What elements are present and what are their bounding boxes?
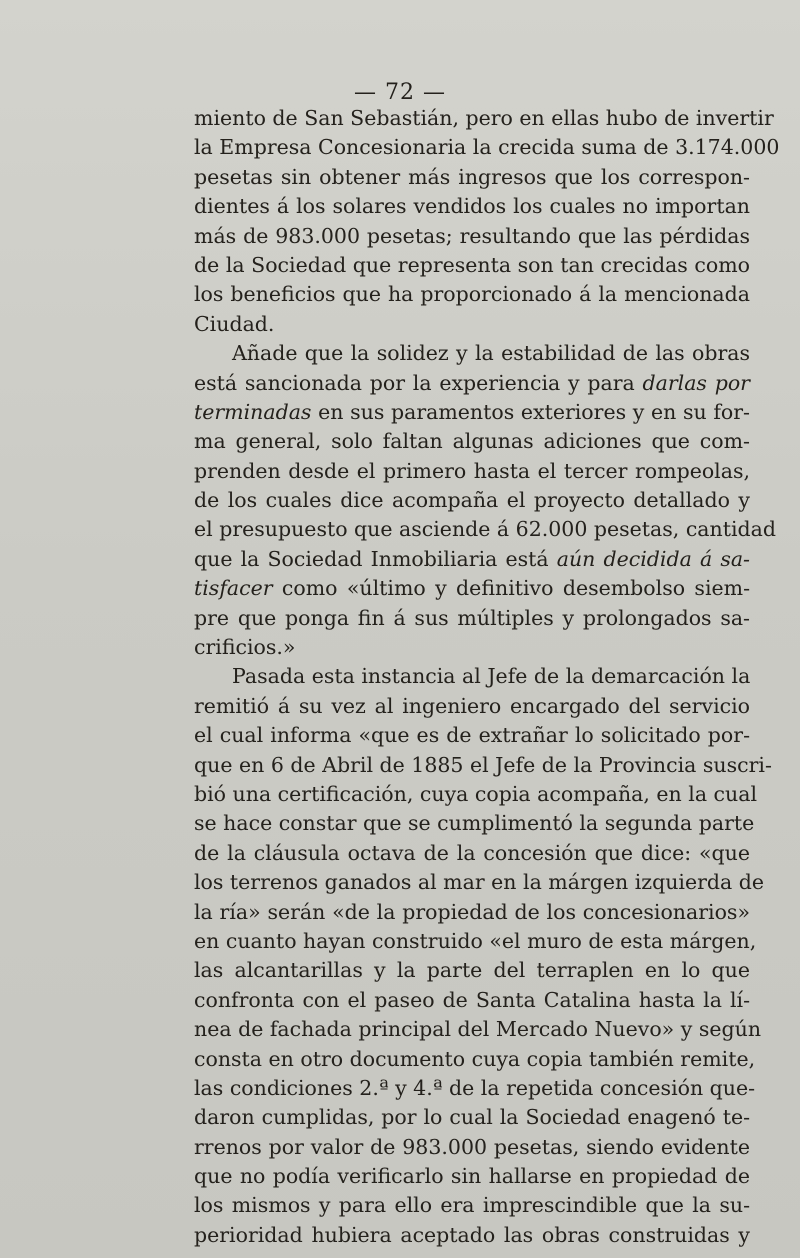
text-segment: que no podía verificarlo sin hallarse en propiedad de (194, 1164, 750, 1189)
text-segment: de la Sociedad que representa son tan crecidas como (194, 252, 750, 277)
text-line (194, 280, 750, 309)
text-segment: el presupuesto que asciende á 62.000 pesetas, cantidad (194, 517, 776, 542)
text-line (194, 956, 750, 985)
text-line (194, 515, 776, 544)
text-segment: Ciudad. (194, 311, 275, 336)
page-number: — 72 — (354, 80, 446, 105)
text-line (194, 1162, 750, 1191)
text-line (194, 398, 750, 427)
text-line (194, 662, 750, 691)
text-segment: ma general, solo faltan algunas adiciones que com- (194, 429, 750, 454)
text-segment: miento de San Sebastián, pero en ellas hubo de invertir (194, 106, 774, 130)
text-segment: bió una certificación, cuya copia acompaña, en la cual (194, 781, 758, 806)
text-line (194, 927, 757, 956)
text-segment: consta en otro documento cuya copia también remite, (194, 1046, 756, 1071)
text-line (194, 192, 750, 221)
text-line (194, 163, 750, 192)
text-line (194, 751, 772, 780)
text-segment: perioridad hubiera aceptado las obras construidas y (194, 1222, 750, 1247)
text-line (194, 1221, 750, 1250)
body-text (194, 104, 780, 1250)
text-line (194, 1133, 750, 1162)
text-segment: dientes á los solares vendidos los cuales no importan (194, 194, 750, 219)
text-segment: que en 6 de Abril de 1885 el Jefe de la Provincia suscri- (194, 752, 772, 777)
text-line (194, 369, 750, 398)
text-line (194, 1103, 750, 1132)
text-line (194, 427, 750, 456)
text-segment: como «último y definitivo desembolso siem- (272, 576, 750, 601)
text-segment: pesetas sin obtener más ingresos que los correspon- (194, 164, 750, 189)
text-line (194, 310, 750, 339)
text-segment: pre que ponga fin á sus múltiples y prolongados sa- (194, 605, 750, 630)
text-line (194, 133, 780, 162)
text-segment: daron cumplidas, por lo cual la Sociedad enagenó te- (194, 1105, 750, 1130)
text-line (194, 780, 758, 809)
text-segment: las condiciones 2.ª y 4.ª de la repetida concesión que- (194, 1075, 756, 1100)
text-segment: confronta con el paseo de Santa Catalina hasta la lí- (194, 987, 750, 1012)
text-segment: prenden desde el primero hasta el tercer rompeolas, (194, 458, 750, 483)
italic-segment: aún decidida á sa- (556, 546, 750, 571)
text-line (194, 339, 750, 368)
text-segment: la ría» serán «de la propiedad de los concesionarios» (194, 899, 750, 924)
text-line (194, 721, 750, 750)
text-segment: Pasada esta instancia al Jefe de la demarcación la (232, 664, 751, 689)
text-line (194, 457, 750, 486)
text-segment: los mismos y para ello era imprescindible que la su- (194, 1193, 750, 1218)
text-line (194, 574, 750, 603)
text-line (194, 1191, 750, 1220)
text-line (194, 1045, 756, 1074)
italic-segment: tisfacer (194, 576, 273, 601)
text-segment: el cual informa «que es de extrañar lo solicitado por- (194, 723, 750, 748)
text-line (194, 898, 750, 927)
text-segment: las alcantarillas y la parte del terraplen en lo que (194, 958, 750, 983)
text-line (194, 1074, 756, 1103)
text-segment: crificios.» (194, 635, 296, 660)
text-segment: rrenos por valor de 983.000 pesetas, siendo evidente (194, 1134, 750, 1159)
text-segment: en cuanto hayan construido «el muro de esta márgen, (194, 928, 757, 953)
text-line (194, 604, 750, 633)
text-line (194, 104, 774, 133)
italic-segment: terminadas (194, 399, 312, 424)
italic-segment: darlas por (642, 370, 750, 395)
text-segment: los beneficios que ha proporcionado á la mencionada (194, 282, 750, 307)
text-line (194, 692, 750, 721)
text-line (194, 486, 750, 515)
text-segment: Añade que la solidez y la estabilidad de las obras (232, 341, 750, 366)
text-segment: que la Sociedad Inmobiliaria está (194, 546, 557, 571)
text-line (194, 222, 750, 251)
text-segment: está sancionada por la experiencia y para (194, 370, 643, 395)
text-segment: los terrenos ganados al mar en la márgen izquierda de (194, 870, 765, 895)
text-line (194, 1015, 762, 1044)
text-line (194, 809, 755, 838)
text-segment: en sus paramentos exteriores y en su for- (311, 399, 750, 424)
text-line (194, 251, 750, 280)
text-segment: de la cláusula octava de la concesión que dice: «que (194, 840, 750, 865)
text-segment: se hace constar que se cumplimentó la segunda parte (194, 811, 755, 836)
text-segment: remitió á su vez al ingeniero encargado del servicio (194, 693, 750, 718)
text-line (194, 633, 750, 662)
text-line (194, 986, 750, 1015)
text-segment: de los cuales dice acompaña el proyecto detallado y (194, 488, 750, 513)
text-line (194, 868, 765, 897)
text-line (194, 545, 750, 574)
text-segment: nea de fachada principal del Mercado Nuevo» y según (194, 1017, 762, 1042)
text-segment: la Empresa Concesionaria la crecida suma de 3.174.000 (194, 135, 780, 160)
text-line (194, 839, 750, 868)
text-segment: más de 983.000 pesetas; resultando que las pérdidas (194, 223, 750, 248)
